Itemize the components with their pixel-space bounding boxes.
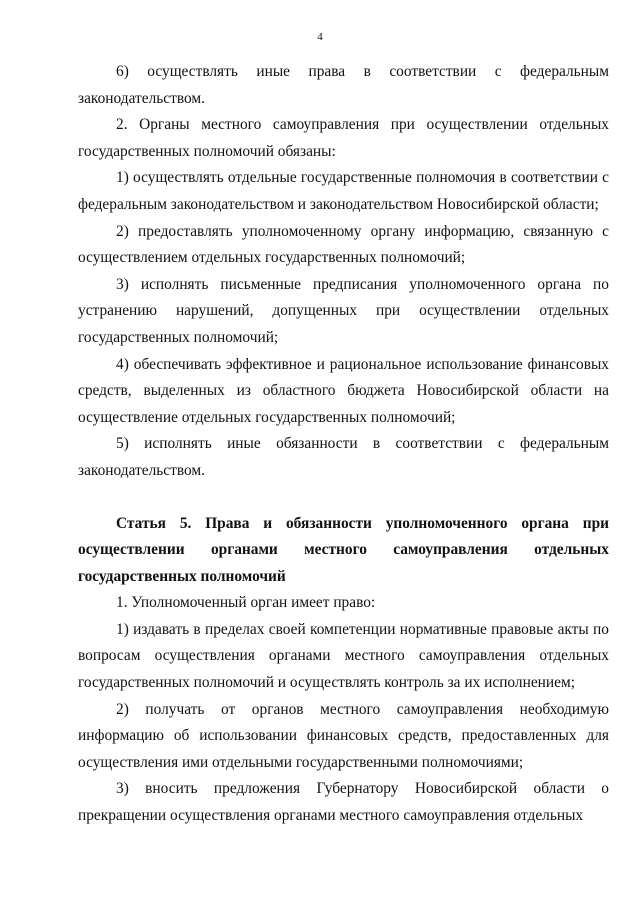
paragraph-authority-right-3: 3) вносить предложения Губернатору Новосибирской области о прекращении осуществления органами местного самоуправления отдельных: [78, 780, 609, 825]
paragraph-duties-intro: 2. Органы местного самоуправления при осуществлении отдельных государственных полномочий обязаны:: [78, 116, 609, 160]
document-body: [78, 59, 609, 830]
paragraph-duty-3: 3) исполнять письменные предписания уполномоченного органа по устранению нарушений, допущенных при осуществлении отдельных государственных полномочий;: [78, 275, 609, 346]
article-5-section: [78, 511, 609, 830]
paragraph-duty-5: 5) исполнять иные обязанности в соответствии с федеральным законодательством.: [78, 435, 609, 479]
paragraph-duty-1: 1) осуществлять отдельные государственные полномочия в соответствии с федеральным законодательством и законодательством Новосибирской области;: [78, 169, 609, 213]
paragraph-authority-right-1: 1) издавать в пределах своей компетенции нормативные правовые акты по вопросам осуществления органами местного самоуправления отдельных государственных полномочий и осуществлять контроль за их исполнением;: [78, 620, 609, 692]
paragraph-duty-4: 4) обеспечивать эффективное и рациональное использование финансовых средств, выделенных из областного бюджета Новосибирской области на осуществление отдельных государственных полномочий;: [78, 355, 609, 426]
paragraph-rights-6: 6) осуществлять иные права в соответствии с федеральным законодательством.: [78, 63, 609, 107]
article-5-heading: Статья 5. Права и обязанности уполномоченного органа при осуществлении органами местного самоуправления отдельных государственных полномочий: [78, 514, 609, 585]
paragraph-authority-intro: 1. Уполномоченный орган имеет право:: [116, 594, 376, 612]
page-number: 4: [317, 31, 323, 43]
paragraph-duty-2: 2) предоставлять уполномоченному органу информацию, связанную с осуществлением отдельных государственных полномочий;: [78, 222, 609, 267]
paragraph-authority-right-2: 2) получать от органов местного самоуправления необходимую информацию об использовании финансовых средств, предоставленных для осуществления ими отдельными государственными полномочиями;: [78, 700, 609, 771]
